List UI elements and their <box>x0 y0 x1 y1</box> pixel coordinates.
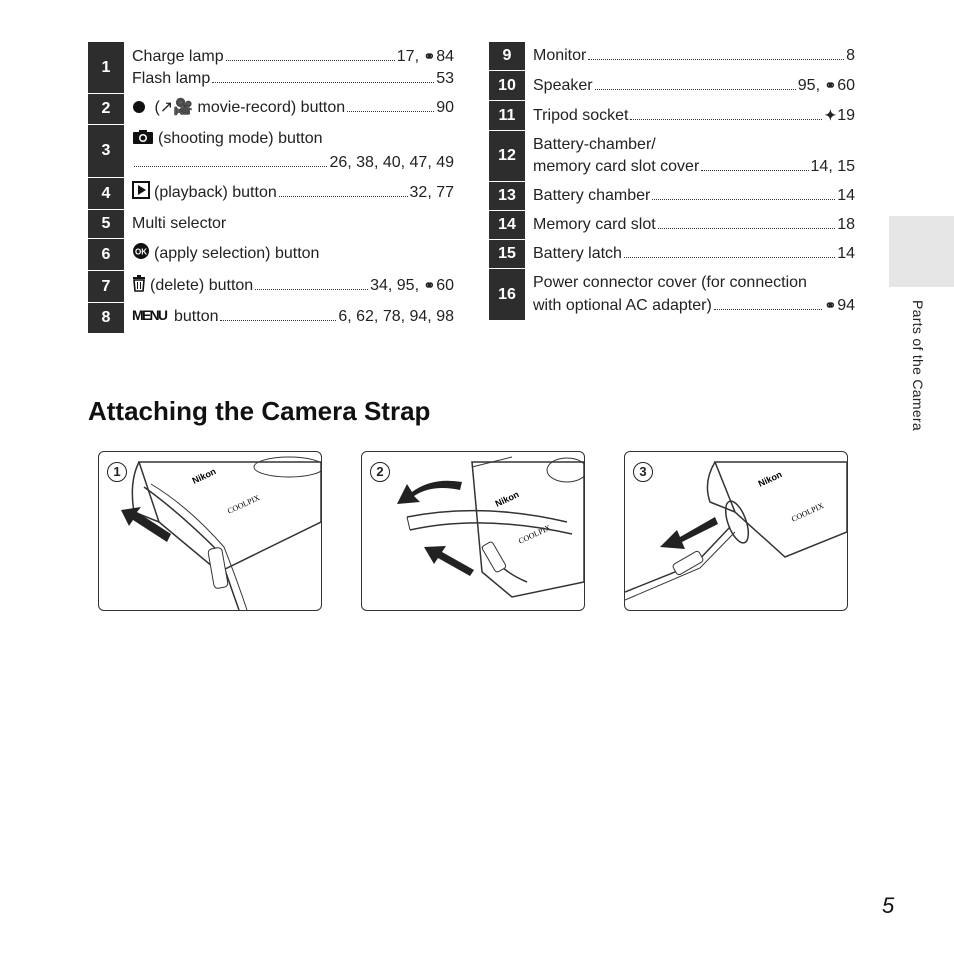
leader-dots <box>595 89 796 90</box>
parts-row <box>88 94 458 125</box>
side-tab <box>889 216 954 287</box>
leader-dots <box>624 257 835 258</box>
parts-table-right <box>489 42 859 321</box>
leader-dots <box>714 309 823 310</box>
parts-row <box>489 42 859 71</box>
leader-dots <box>588 59 844 60</box>
play-icon <box>132 181 150 206</box>
svg-text:OK: OK <box>135 247 147 257</box>
parts-row <box>88 125 458 178</box>
parts-row <box>489 240 859 269</box>
reference-section-icon: ⚭ <box>423 277 436 293</box>
page-reference: 18 <box>837 216 855 233</box>
part-label: (apply selection) button <box>154 245 320 262</box>
part-description <box>525 71 859 101</box>
part-description <box>525 131 859 182</box>
part-description <box>525 211 859 240</box>
part-number: 12 <box>489 131 525 182</box>
page-reference: 14 <box>837 245 855 262</box>
parts-row <box>88 178 458 210</box>
part-number: 6 <box>88 239 124 271</box>
strap-step-1-figure <box>98 451 322 611</box>
leader-dots <box>347 111 434 112</box>
menu-icon <box>132 307 170 330</box>
reference-section-icon: ✦ <box>824 107 837 123</box>
page-reference: 17, ⚭84 <box>396 48 454 65</box>
page-reference: 26, 38, 40, 47, 49 <box>329 154 454 171</box>
reference-section-icon: ⚭ <box>824 77 837 93</box>
part-description <box>525 269 859 321</box>
step-number: 3 <box>633 462 653 482</box>
part-description <box>124 94 458 125</box>
part-label: Monitor <box>533 47 587 64</box>
camera-model: COOLPIX <box>790 501 826 524</box>
part-description <box>124 125 458 178</box>
part-number: 13 <box>489 182 525 211</box>
part-number: 5 <box>88 210 124 239</box>
part-number: 14 <box>489 211 525 240</box>
parts-row <box>88 239 458 271</box>
parts-row <box>489 182 859 211</box>
part-number: 8 <box>88 303 124 334</box>
leader-dots <box>220 320 336 321</box>
part-description <box>525 240 859 269</box>
parts-row <box>489 71 859 101</box>
parts-row <box>489 269 859 321</box>
page-number: 5 <box>882 893 895 918</box>
page-reference: 90 <box>436 99 454 116</box>
leader-dots <box>658 228 836 229</box>
part-number: 1 <box>88 42 124 94</box>
part-label: (playback) button <box>154 184 277 201</box>
leader-dots <box>701 170 808 171</box>
camera-strap-illustration <box>99 452 321 610</box>
part-label: Power connector cover (for connection <box>533 274 807 291</box>
part-description <box>124 42 458 94</box>
part-label: button <box>174 308 219 325</box>
step-number: 1 <box>107 462 127 482</box>
part-label: Tripod socket <box>533 107 629 124</box>
camera-model: COOLPIX <box>226 493 262 516</box>
side-section-label: Parts of the Camera <box>910 300 926 431</box>
page-reference: 95, ⚭60 <box>797 77 855 94</box>
parts-table-left <box>88 42 458 334</box>
camera-strap-illustration <box>362 452 584 610</box>
page-reference: 14, 15 <box>810 158 855 175</box>
camera-brand: Nikon <box>756 469 784 489</box>
svg-text:MENU: MENU <box>132 307 168 323</box>
page-reference: 34, 95, ⚭60 <box>370 277 454 294</box>
page-reference: 8 <box>846 47 855 64</box>
parts-row <box>88 42 458 94</box>
part-number: 10 <box>489 71 525 101</box>
leader-dots <box>255 289 368 290</box>
part-label: Battery-chamber/ <box>533 136 656 153</box>
reference-section-icon: ⚭ <box>423 48 436 64</box>
leader-dots <box>134 166 327 167</box>
page-reference: ✦19 <box>824 107 855 124</box>
page-reference: 53 <box>436 70 454 87</box>
page-reference: 14 <box>837 187 855 204</box>
part-description <box>124 271 458 303</box>
part-label: Battery latch <box>533 245 622 262</box>
parts-row <box>489 211 859 240</box>
step-number: 2 <box>370 462 390 482</box>
leader-dots <box>279 196 408 197</box>
part-description <box>124 210 458 239</box>
camera-brand: Nikon <box>190 466 218 486</box>
part-number: 4 <box>88 178 124 210</box>
reference-section-icon: ⚭ <box>824 297 837 313</box>
part-label: Flash lamp <box>132 70 211 87</box>
record-dot-icon <box>132 99 146 121</box>
part-label: Battery chamber <box>533 187 651 204</box>
page-reference: 32, 77 <box>409 184 454 201</box>
part-description <box>525 42 859 71</box>
leader-dots <box>212 82 434 83</box>
part-number: 15 <box>489 240 525 269</box>
leader-dots <box>630 119 822 120</box>
part-number: 3 <box>88 125 124 178</box>
strap-step-2-figure <box>361 451 585 611</box>
part-label: (↗🎥 movie-record) button <box>150 99 346 116</box>
parts-row <box>489 101 859 131</box>
part-label: Charge lamp <box>132 48 224 65</box>
part-description <box>525 101 859 131</box>
camera-model: COOLPIX <box>517 523 553 546</box>
ok-icon <box>132 242 150 267</box>
trash-icon <box>132 274 146 299</box>
part-number: 9 <box>489 42 525 71</box>
page-reference: ⚭94 <box>824 297 855 314</box>
part-description <box>124 239 458 271</box>
part-label: Memory card slot <box>533 216 656 233</box>
part-description <box>525 182 859 211</box>
parts-row <box>88 210 458 239</box>
part-description <box>124 178 458 210</box>
part-number: 7 <box>88 271 124 303</box>
parts-row <box>88 303 458 334</box>
part-label: (shooting mode) button <box>158 130 323 147</box>
part-label: Multi selector <box>132 215 227 232</box>
camera-strap-illustration <box>625 452 847 610</box>
strap-step-3-figure <box>624 451 848 611</box>
parts-row <box>489 131 859 182</box>
parts-row <box>88 271 458 303</box>
part-label: Speaker <box>533 77 593 94</box>
part-number: 16 <box>489 269 525 321</box>
camera-brand: Nikon <box>493 489 521 509</box>
part-description <box>124 303 458 334</box>
camera-icon <box>132 129 154 152</box>
section-title: Attaching the Camera Strap <box>88 396 431 426</box>
page-reference: 6, 62, 78, 94, 98 <box>338 308 454 325</box>
leader-dots <box>226 60 395 61</box>
leader-dots <box>652 199 835 200</box>
part-label: memory card slot cover <box>533 158 700 175</box>
part-number: 2 <box>88 94 124 125</box>
part-label: with optional AC adapter) <box>533 297 712 314</box>
part-number: 11 <box>489 101 525 131</box>
part-label: (delete) button <box>150 277 254 294</box>
